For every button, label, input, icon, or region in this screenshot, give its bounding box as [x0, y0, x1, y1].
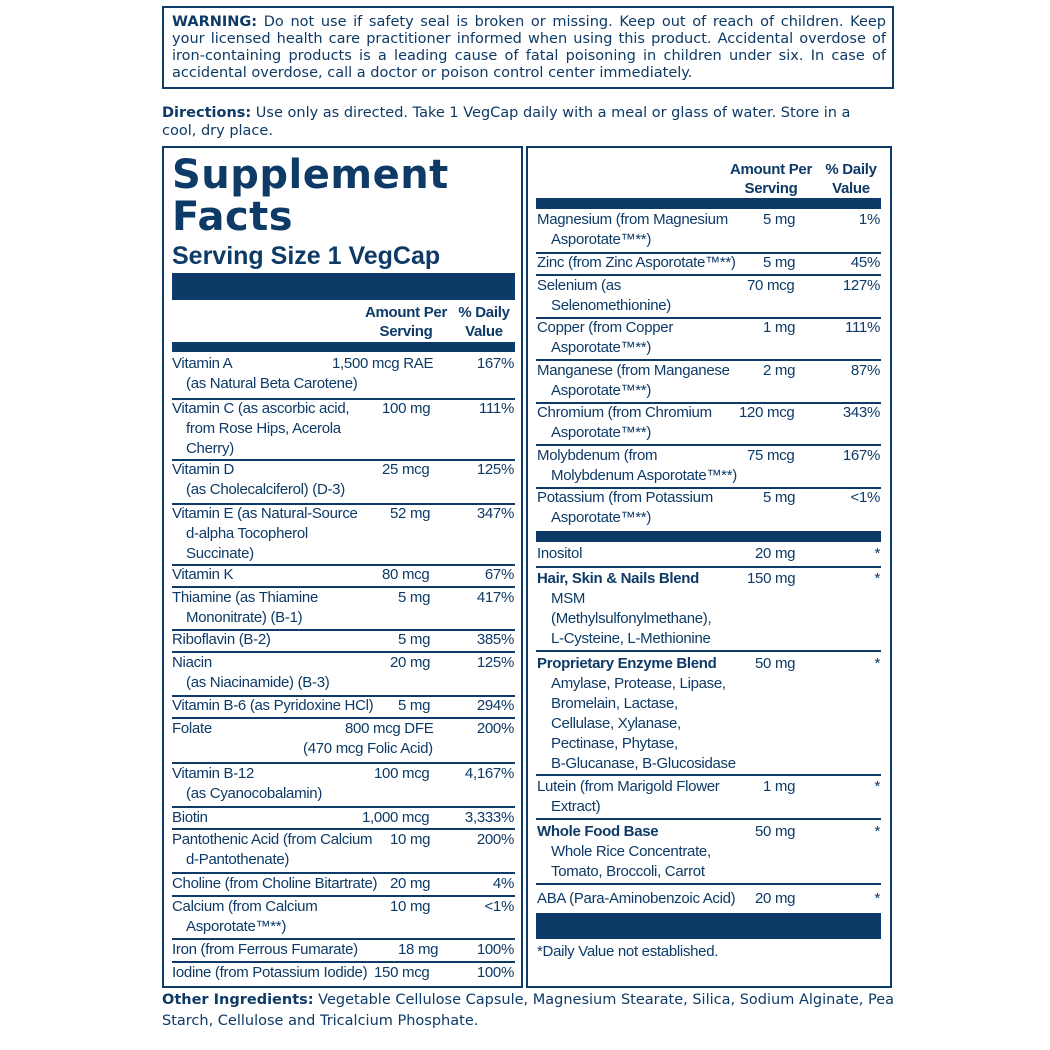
amount-per-serving: 2 mg	[763, 362, 796, 379]
medium-bar	[172, 342, 515, 352]
amount-per-serving: 20 mg	[755, 545, 796, 562]
nutrient-name: Magnesium (from Magnesium	[537, 211, 728, 228]
amount-per-serving: 1,000 mcg	[362, 809, 430, 826]
nutrient-name: Hair, Skin & Nails Blend	[537, 570, 700, 587]
title-line-1: Supplement	[172, 152, 449, 198]
nutrient-name: Folate	[172, 720, 212, 737]
daily-value: 4,167%	[464, 765, 514, 782]
nutrient-name: Iron (from Ferrous Fumarate)	[172, 941, 358, 958]
directions-text: Use only as directed. Take 1 VegCap daily with a meal or glass of water. Store in a cool, dry place.	[162, 105, 851, 139]
supplement-facts-left-panel	[162, 146, 523, 988]
amount-per-serving: 100 mg	[382, 400, 431, 417]
nutrient-name: Chromium (from Chromium	[537, 404, 712, 421]
supplement-facts-right-panel	[526, 146, 892, 988]
nutrient-name: Thiamine (as Thiamine	[172, 589, 318, 606]
nutrient-source: (470 mcg Folic Acid)	[303, 740, 433, 757]
nutrient-name: Calcium (from Calcium	[172, 898, 318, 915]
daily-value: 125%	[476, 654, 514, 671]
nutrient-name: Vitamin D	[172, 461, 235, 478]
amount-per-serving: 5 mg	[398, 589, 431, 606]
nutrient-source: Succinate)	[186, 545, 254, 562]
daily-value: *	[874, 890, 880, 907]
col-dv-header-right-line1: % Daily	[825, 161, 877, 178]
daily-value: 417%	[476, 589, 514, 606]
daily-value: 111%	[845, 319, 880, 336]
nutrient-source: Tomato, Broccoli, Carrot	[551, 863, 705, 880]
daily-value: 200%	[476, 831, 514, 848]
amount-per-serving: 10 mg	[390, 831, 431, 848]
daily-value: 100%	[476, 964, 514, 981]
daily-value: 294%	[476, 697, 514, 714]
nutrient-source: (Methylsulfonylmethane),	[551, 610, 712, 627]
amount-per-serving: 150 mg	[747, 570, 796, 587]
daily-value: 100%	[476, 941, 514, 958]
warning-box	[162, 6, 894, 89]
nutrient-source: Amylase, Protease, Lipase,	[551, 675, 726, 692]
daily-value: 347%	[476, 505, 514, 522]
col-dv-header	[452, 303, 516, 341]
nutrient-source: B-Glucanase, B-Glucosidase	[551, 755, 736, 772]
daily-value: 111%	[479, 400, 514, 417]
nutrient-source: Cellulase, Xylanase,	[551, 715, 681, 732]
nutrient-name: Lutein (from Marigold Flower	[537, 778, 720, 795]
amount-per-serving: 20 mg	[390, 875, 431, 892]
daily-value: 200%	[476, 720, 514, 737]
amount-per-serving: 20 mg	[390, 654, 431, 671]
col-dv-header-line1: % Daily	[458, 304, 510, 321]
amount-per-serving: 50 mg	[755, 823, 796, 840]
nutrient-name: Vitamin B-12	[172, 765, 254, 782]
nutrient-name: Vitamin K	[172, 566, 234, 583]
amount-per-serving: 70 mcg	[747, 277, 795, 294]
daily-value: *	[874, 823, 880, 840]
nutrient-source: Molybdenum Asporotate™**)	[551, 467, 737, 484]
amount-per-serving: 5 mg	[763, 489, 796, 506]
nutrient-name: Inositol	[537, 545, 583, 562]
nutrient-source: d-alpha Tocopherol	[186, 525, 308, 542]
col-dv-header-line2: Value	[465, 323, 503, 340]
directions	[162, 104, 886, 140]
nutrient-source: Selenomethionine)	[551, 297, 671, 314]
amount-per-serving: 20 mg	[755, 890, 796, 907]
col-amount-header-right	[724, 160, 818, 198]
amount-per-serving: 120 mcg	[739, 404, 795, 421]
nutrient-source: MSM	[551, 590, 586, 607]
nutrient-source: (as Cholecalciferol) (D-3)	[186, 481, 345, 498]
amount-per-serving: 18 mg	[398, 941, 439, 958]
daily-value: 1%	[858, 211, 880, 228]
other-ingredients	[162, 990, 902, 1032]
daily-value: *	[874, 655, 880, 672]
nutrient-name: Iodine (from Potassium Iodide)	[172, 964, 368, 981]
nutrient-name: Vitamin C (as ascorbic acid,	[172, 400, 350, 417]
daily-value: *	[874, 545, 880, 562]
title-line-2: Facts	[172, 194, 294, 240]
nutrient-source: Asporotate™**)	[551, 339, 652, 356]
nutrient-name: Riboflavin (B-2)	[172, 631, 271, 648]
daily-value: 67%	[484, 566, 514, 583]
col-dv-header-right	[818, 160, 884, 198]
supplement-facts-title	[172, 154, 449, 238]
daily-value: *	[874, 778, 880, 795]
amount-per-serving: 50 mg	[755, 655, 796, 672]
daily-value: 45%	[850, 254, 880, 271]
col-amount-header-line1: Amount Per	[364, 304, 447, 321]
row-divider	[536, 566, 881, 568]
row-divider	[536, 650, 881, 652]
amount-per-serving: 5 mg	[398, 631, 431, 648]
nutrient-name: ABA (Para-Aminobenzoic Acid)	[537, 890, 736, 907]
nutrient-name: Vitamin B-6 (as Pyridoxine HCl)	[172, 697, 374, 714]
right-mid-bar	[536, 531, 881, 542]
amount-per-serving: 800 mcg DFE	[345, 720, 434, 737]
nutrient-source: Asporotate™**)	[551, 382, 652, 399]
daily-value: 167%	[476, 355, 514, 372]
nutrient-name: Pantothenic Acid (from Calcium	[172, 831, 373, 848]
nutrient-source: Pectinase, Phytase,	[551, 735, 678, 752]
nutrient-source: Asporotate™**)	[551, 509, 652, 526]
daily-value: 4%	[492, 875, 514, 892]
row-divider	[536, 818, 881, 820]
daily-value: <1%	[484, 898, 514, 915]
daily-value: 343%	[842, 404, 880, 421]
nutrient-name: Choline (from Choline Bitartrate)	[172, 875, 378, 892]
daily-value: <1%	[850, 489, 880, 506]
nutrient-source: (as Niacinamide) (B-3)	[186, 674, 330, 691]
row-divider	[536, 883, 881, 885]
row-divider	[536, 774, 881, 776]
nutrient-source: Asporotate™**)	[551, 424, 652, 441]
other-ingredients-label: Other Ingredients:	[162, 992, 314, 1008]
amount-per-serving: 1 mg	[763, 778, 796, 795]
amount-per-serving: 1,500 mcg RAE	[332, 355, 434, 372]
nutrient-name: Proprietary Enzyme Blend	[537, 655, 717, 672]
amount-per-serving: 25 mcg	[382, 461, 430, 478]
serving-size: Serving Size 1 VegCap	[172, 242, 441, 270]
nutrient-name: Manganese (from Manganese	[537, 362, 730, 379]
daily-value: 127%	[842, 277, 880, 294]
nutrient-source: Asporotate™**)	[551, 231, 652, 248]
directions-label: Directions:	[162, 105, 252, 121]
daily-value: 125%	[476, 461, 514, 478]
col-dv-header-right-line2: Value	[832, 180, 870, 197]
nutrient-source: Asporotate™**)	[186, 918, 287, 935]
nutrient-source: Mononitrate) (B-1)	[186, 609, 303, 626]
warning-text: Do not use if safety seal is broken or missing. Keep out of reach of children. Keep your licensed health care practitioner informed when using this product. Accidental overdose of iron-containing products is a leading cause of fatal poisoning in children under six. In case of accidental overdose, call a doctor or poison control center immediately.	[172, 14, 886, 81]
nutrient-name: Biotin	[172, 809, 208, 826]
nutrient-name: Niacin	[172, 654, 212, 671]
nutrient-name: Zinc (from Zinc Asporotate™**)	[537, 254, 736, 271]
right-top-bar	[536, 198, 881, 209]
nutrient-name: Whole Food Base	[537, 823, 659, 840]
amount-per-serving: 10 mg	[390, 898, 431, 915]
other-ingredients-text: Vegetable Cellulose Capsule, Magnesium Stearate, Silica, Sodium Alginate, Pea Starch, Cellulose and Tricalcium Phosphate.	[162, 992, 895, 1029]
daily-value: *	[874, 570, 880, 587]
col-amount-header	[360, 303, 452, 341]
nutrient-name: Selenium (as	[537, 277, 621, 294]
nutrient-name: Potassium (from Potassium	[537, 489, 713, 506]
amount-per-serving: 1 mg	[763, 319, 796, 336]
nutrient-source: d-Pantothenate)	[186, 851, 290, 868]
daily-value: 167%	[842, 447, 880, 464]
nutrient-source: (as Cyanocobalamin)	[186, 785, 323, 802]
amount-per-serving: 150 mcg	[374, 964, 430, 981]
nutrient-source: (as Natural Beta Carotene)	[186, 375, 358, 392]
amount-per-serving: 5 mg	[763, 254, 796, 271]
nutrient-source: from Rose Hips, Acerola	[186, 420, 341, 437]
footnote: *Daily Value not established.	[537, 943, 719, 960]
nutrient-name: Vitamin A	[172, 355, 233, 372]
amount-per-serving: 75 mcg	[747, 447, 795, 464]
daily-value: 3,333%	[464, 809, 514, 826]
nutrient-name: Vitamin E (as Natural-Source	[172, 505, 358, 522]
right-bottom-bar	[536, 913, 881, 939]
amount-per-serving: 5 mg	[763, 211, 796, 228]
nutrient-source: Extract)	[551, 798, 601, 815]
col-amount-header-right-line1: Amount Per	[729, 161, 812, 178]
daily-value: 385%	[476, 631, 514, 648]
daily-value: 87%	[850, 362, 880, 379]
nutrient-name: Molybdenum (from	[537, 447, 658, 464]
amount-per-serving: 52 mg	[390, 505, 431, 522]
amount-per-serving: 5 mg	[398, 697, 431, 714]
nutrient-source: Whole Rice Concentrate,	[551, 843, 711, 860]
nutrient-source: Cherry)	[186, 440, 234, 457]
thick-bar	[172, 273, 515, 300]
col-amount-header-line2: Serving	[379, 323, 433, 340]
amount-per-serving: 80 mcg	[382, 566, 430, 583]
nutrient-source: Bromelain, Lactase,	[551, 695, 678, 712]
col-amount-header-right-line2: Serving	[744, 180, 798, 197]
nutrient-name: Copper (from Copper	[537, 319, 674, 336]
warning-label: WARNING:	[172, 14, 258, 30]
nutrient-source: L-Cysteine, L-Methionine	[551, 630, 711, 647]
amount-per-serving: 100 mcg	[374, 765, 430, 782]
